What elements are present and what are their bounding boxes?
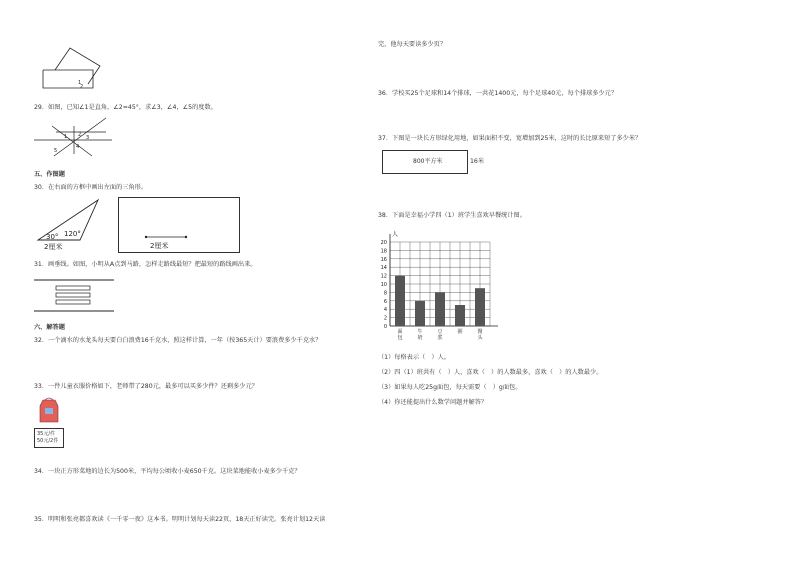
x-tick-label: 面 (397, 329, 403, 335)
y-tick-label: 2 (383, 315, 387, 322)
q38-text: 38．下面是幸福小学四（1）班学生喜欢早餐统计图。 (378, 212, 526, 219)
y-tick-label: 6 (383, 298, 387, 305)
x-tick-label: 奶 (417, 335, 423, 341)
price-line-2: 50元/2件 (37, 438, 59, 444)
y-axis-label: 人 (392, 231, 399, 238)
price-line-1: 35元/件 (37, 431, 56, 437)
q35-continued: 完，他每天要读多少页？ (378, 41, 447, 48)
section-5-heading: 五、作图题 (34, 171, 65, 178)
q35-text: 35．明明和张亮都喜欢读《一千零一夜》这本书。明明计划每天读22页，18天正好读完。张亮计划12天读 (34, 516, 326, 523)
x-tick-label: 豆 (437, 329, 443, 335)
y-tick-label: 8 (383, 290, 387, 297)
sub-question-1: （1）每格表示（ ）人。 (378, 354, 450, 361)
y-tick-label: 0 (383, 324, 387, 330)
y-tick-label: 18 (380, 248, 387, 255)
x-tick-label: 头 (477, 335, 483, 341)
label-1: 1 (78, 80, 82, 86)
y-tick-label: 16 (380, 256, 387, 263)
jacket-icon (36, 396, 62, 424)
label-4: 4 (76, 144, 80, 150)
bar-馒头 (475, 288, 485, 326)
bar-粥 (455, 305, 465, 326)
folded-rectangle-figure (38, 44, 102, 90)
q32-text: 32．一个滴水的水龙头每天要白白浪费16千克水，照这样计算，一年（按365天计）要浪费多少千克水？ (34, 337, 322, 344)
sub-question-4: （4）你还能提出什么数学问题并解答？ (378, 399, 488, 406)
label-5: 5 (54, 148, 58, 154)
label-1: 1 (64, 134, 68, 140)
x-tick-label: 粥 (457, 329, 463, 335)
y-tick-label: 4 (383, 307, 387, 314)
width-label: 16米 (470, 158, 485, 165)
angle-30-label: 30° (46, 233, 59, 241)
green-plot-rectangle (382, 150, 468, 174)
sub-question-2: （2）四（1）班共有（ ）人，喜欢（ ）的人数最多，喜欢（ ）的人数最少。 (378, 369, 603, 376)
q37-text: 37．下图是一块长方形绿化用地，如果面积不变，宽增加到25米，这时的长比原来短了多少米？ (378, 135, 642, 142)
area-label: 800平方米 (413, 158, 443, 165)
triangle-figure (34, 196, 104, 252)
q33-text: 33．一件儿童衣服价格如下，老师带了280元，最多可以买多少件？还剩多少元？ (34, 383, 258, 390)
label-3: 3 (86, 135, 90, 141)
q36-text: 36．学校买25个足球和14个排球，一共花1400元，每个足球40元，每个排球多少元？ (378, 90, 618, 97)
side-length-label: 2厘米 (44, 243, 63, 251)
label-2: 2 (78, 132, 82, 138)
x-tick-label: 馒 (477, 329, 483, 335)
q29-text: 29．如图，已知∠1是直角，∠2=45°，求∠3，∠4，∠5的度数。 (34, 104, 217, 111)
bar-牛奶 (415, 301, 425, 326)
price-tag (34, 428, 64, 448)
intersecting-lines-figure (34, 118, 114, 158)
x-tick-label: 包 (397, 335, 403, 341)
q30-text: 30．在右面的方框中画出左面的三角形。 (34, 184, 148, 191)
bar-豆浆 (435, 292, 445, 326)
q34-text: 34．一块正方形菜地的边长为500米，平均每公顷收小麦650千克。这块菜地能收小麦多少千克？ (34, 468, 301, 475)
x-tick-label: 牛 (417, 329, 423, 335)
label-2: 2 (80, 84, 84, 90)
breakfast-bar-chart (368, 226, 508, 352)
bar-面包 (395, 276, 405, 326)
y-tick-label: 12 (380, 273, 387, 280)
angle-120-label: 120° (64, 230, 81, 238)
sub-question-3: （3）如果每人吃25g面包，每天需要（ ）g面包。 (378, 384, 522, 391)
segment-length-label: 2厘米 (150, 242, 169, 250)
q31-text: 31．画垂线。如图，小明从A点到马路，怎样走路线最短？把最短的路线画出来。 (34, 261, 257, 268)
section-6-heading: 六、解答题 (34, 324, 65, 331)
segment-figure (140, 232, 200, 252)
road-figure (34, 278, 118, 314)
x-tick-label: 浆 (437, 335, 443, 341)
y-tick-label: 10 (380, 282, 387, 288)
y-tick-label: 14 (380, 265, 387, 272)
y-tick-label: 20 (380, 240, 387, 246)
